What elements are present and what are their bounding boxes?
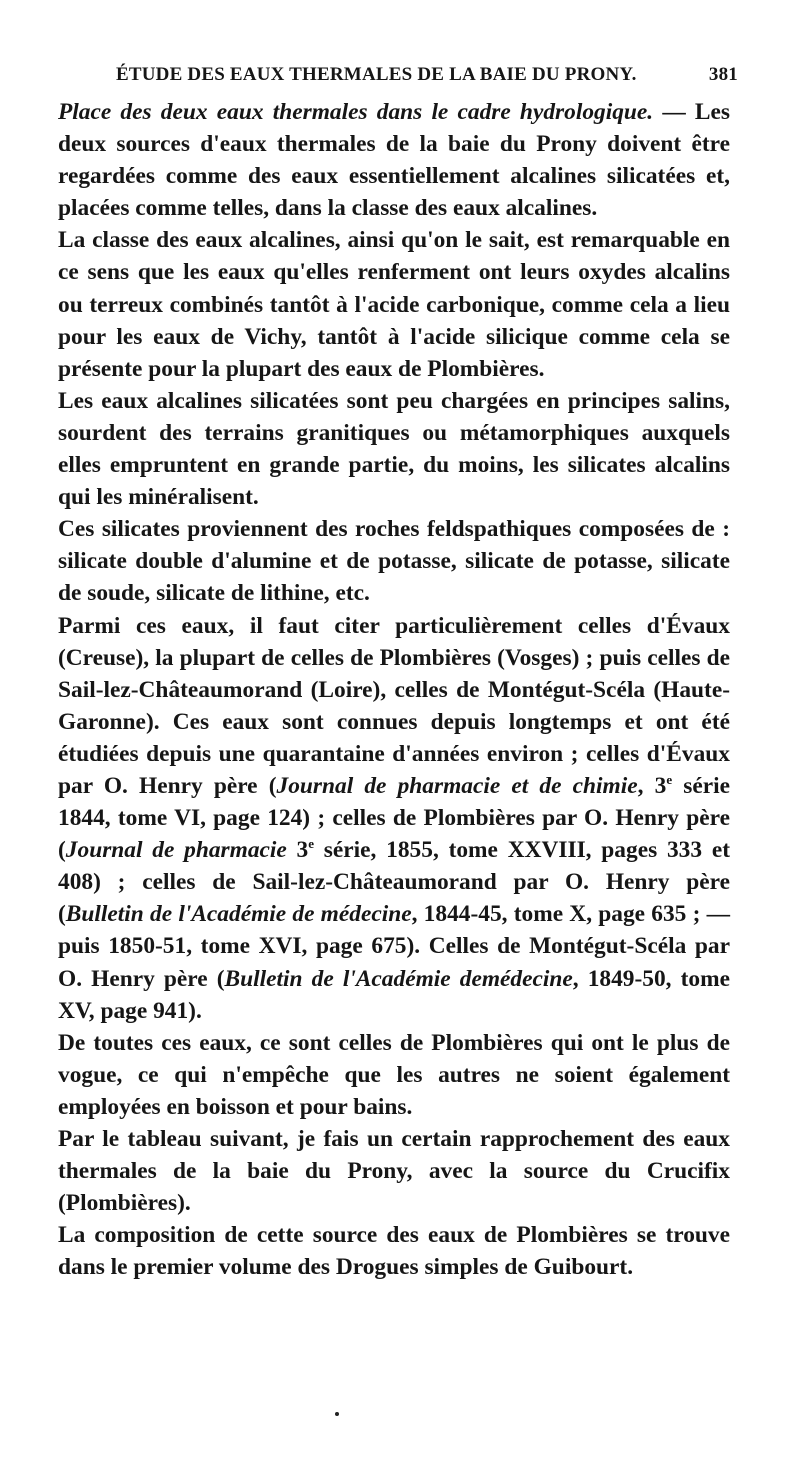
superscript: e [308, 836, 315, 852]
superscript: e [666, 771, 673, 787]
running-title: ÉTUDE DES EAUX THERMALES DE LA BAIE DU PRONY. [116, 64, 637, 85]
paragraph-text: 3 [286, 837, 309, 864]
journal-citation: Journal de pharmacie et de chimie [276, 772, 638, 799]
body-text [58, 96, 730, 1283]
paragraph-text: , 1844-45, tome X, page 635 ; — puis 1850-51, tome XVI, page 675). Celles de Montégut-Scéla par O. Henry père ( [58, 901, 730, 992]
section-heading: Place des deux eaux thermales dans le cadre hydrologique. [58, 99, 654, 125]
paragraph-text: Les eaux alcalines silicatées sont peu chargées en principes salins, sourdent des terrains granitiques ou métamorphiques auxquels elles empruntent en grande partie, du moins, les silicates alcalins qui les minéralisent. [58, 387, 730, 511]
paragraph-silicates-origin [58, 513, 730, 609]
paragraph-text: La classe des eaux alcalines, ainsi qu'on le sait, est remarquable en ce sens que les eaux qu'elles renferment ont leurs oxydes alcalins ou terreux combinés tantôt à l'acide carbonique, comme cela a lieu pour les eaux de Vichy, tantôt à l'acide silicique comme cela se présente pour la plupart des eaux de Plombières. [58, 227, 730, 382]
paragraph-citations [58, 610, 730, 1027]
paragraph-silicated-waters [58, 385, 730, 513]
running-head [58, 62, 738, 92]
paragraph-alkaline-class [58, 224, 730, 384]
journal-citation: Bulletin de l'Académie demédecine [224, 965, 573, 992]
paragraph-text: De toutes ces eaux, ce sont celles de Plombières qui ont le plus de vogue, ce qui n'empêche que les autres ne soient également employées en boisson et pour bains. [58, 1029, 730, 1120]
paragraph-hydrologic-class [58, 96, 730, 224]
paragraph-text: Parmi ces eaux, il faut citer particulièrement celles d'Évaux (Creuse), la plupart de celles de Plombières (Vosges) ; puis celles de Sail-lez-Châteaumorand (Loire), celles de Montégut-Scéla (Haute-Garonne). Ces eaux sont connues depuis longtemps et ont été étudiées depuis une quarantaine d'années environ ; celles d'Évaux par O. Henry père ( [58, 612, 730, 799]
page-content [58, 62, 738, 1283]
paragraph-text: , 1849-50, tome XV, page 941). [58, 965, 730, 1024]
page-number: 381 [708, 64, 738, 85]
paragraph-text: La composition de cette source des eaux de Plombières se trouve dans le premier volume des Drogues simples de Guibourt. [58, 1222, 730, 1281]
paragraph-guibourt [58, 1219, 730, 1283]
paragraph-plombieres-vogue [58, 1027, 730, 1123]
paragraph-text: — Les deux sources d'eaux thermales de la baie du Prony doivent être regardées comme des eaux essentiellement alcalines silicatées et, placées comme telles, dans la classe des eaux alcalines. [58, 99, 730, 222]
paragraph-text: série, 1855, tome XXVIII, pages 333 et 408) ; celles de Sail-lez-Châteaumorand par O. Henry père ( [58, 837, 730, 928]
journal-citation: Journal de pharmacie [65, 837, 287, 864]
journal-citation: Bulletin de l'Académie de médecine [65, 901, 412, 928]
paragraph-text: Ces silicates proviennent des roches feldspathiques composées de : silicate double d'alumine et de potasse, silicate de potasse, silicate de soude, silicate de lithine, etc. [58, 516, 730, 607]
paragraph-comparison-table [58, 1123, 730, 1219]
paragraph-text: , 3 [637, 772, 667, 799]
print-speck [335, 1412, 339, 1416]
paragraph-text: série 1844, tome VI, page 124) ; celles de Plombières par O. Henry père ( [58, 772, 730, 864]
paragraph-text: Par le tableau suivant, je fais un certain rapprochement des eaux thermales de la baie du Prony, avec la source du Crucifix (Plombières). [58, 1126, 730, 1217]
